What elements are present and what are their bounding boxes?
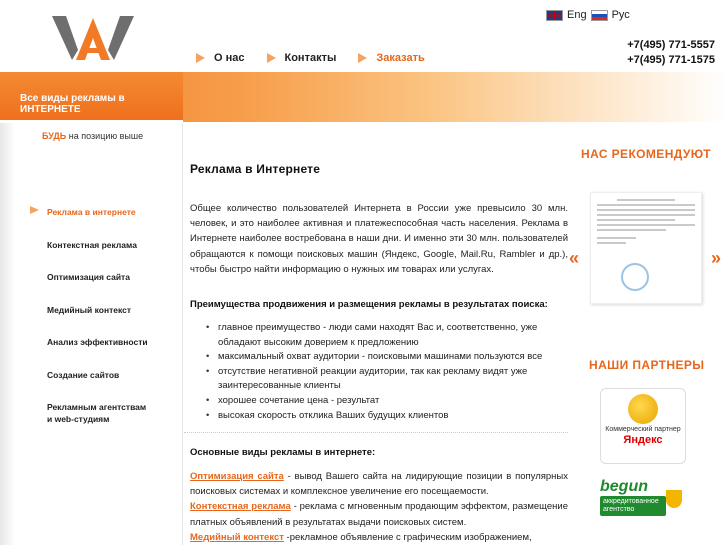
arrow-icon	[30, 206, 42, 216]
spacer-icon	[30, 401, 42, 411]
ru-flag-icon[interactable]	[591, 10, 608, 21]
spacer-icon	[30, 304, 42, 314]
arrow-icon	[358, 52, 370, 64]
slogan-rest: на позицию выше	[68, 131, 144, 141]
sidebar-item-label: Рекламным агентствам и web-студиям	[47, 402, 147, 424]
sidebar-shade	[0, 123, 15, 545]
ad-types	[190, 469, 568, 545]
nav-order[interactable]	[358, 52, 424, 64]
slogan-highlight: БУДЬ	[42, 131, 67, 141]
yandex-partner-badge[interactable]	[600, 388, 686, 464]
ad-type-desc: - вывод Вашего сайта на лидирующие позиции в популярных поисковых системах и комплексное увеличение его посещаемости.	[190, 471, 568, 498]
recommendation-letter[interactable]	[590, 192, 702, 304]
list-item: • главное преимущество - люди сами находят Вас и, соответственно, уже обладают высоким доверием к предложению	[206, 321, 568, 350]
sidebar-item-label: Реклама в интернете	[47, 207, 136, 217]
spacer-icon	[30, 271, 42, 281]
sidebar-item-label: Медийный контекст	[47, 304, 132, 315]
recommend-title: НАС РЕКОМЕНДУЮТ	[581, 147, 711, 161]
left-sidebar	[0, 123, 183, 545]
phone-2: +7(495) 771-1575	[627, 54, 715, 66]
sidebar-item-seo[interactable]	[30, 271, 152, 304]
list-item: • высокая скорость отклика Ваших будущих клиентов	[206, 409, 568, 424]
badge-caption: Коммерческий партнер	[605, 426, 681, 433]
nav-contacts-label: Контакты	[284, 52, 337, 64]
list-item: • отсутствие негативной реакции аудитории, так как рекламу видят уже заинтересованные клиенты	[206, 365, 568, 394]
sidebar-item-analysis[interactable]	[30, 336, 152, 369]
context-ads-link[interactable]: Контекстная реклама	[190, 501, 291, 513]
company-logo[interactable]	[52, 14, 134, 62]
partners-title: НАШИ ПАРТНЕРЫ	[589, 358, 705, 372]
begun-logo: begun	[600, 478, 648, 495]
header-band-left	[0, 72, 183, 122]
nav-about-label: О нас	[214, 52, 245, 64]
uk-flag-icon[interactable]	[546, 10, 563, 21]
stamp-icon	[621, 263, 649, 291]
intro-paragraph: Общее количество пользователей Интернета в России уже превысило 30 млн. человек, и это наиболее активная и платежеспособная часть населения. Реклама в Интернете наиболее востребована в наши дни. И именно эти 30 млн. пользователей обращаются к помощи поисковых машин (Яндекс, Google, Mail.Ru, Rambler и др.), чтобы быстро найти информацию о нужных им товарах или услугах.	[190, 203, 568, 275]
media-context-link[interactable]: Медийный контекст	[190, 531, 284, 543]
sidebar-item-label: Оптимизация сайта	[47, 272, 130, 282]
types-heading: Основные виды рекламы в интернете:	[190, 447, 376, 458]
list-item: • максимальный охват аудитории - поисковыми машинами пользуются все	[206, 350, 568, 365]
sidebar-item-label: Анализ эффективности	[47, 337, 148, 347]
page-title: Реклама в Интернете	[190, 162, 321, 176]
lang-ru-link[interactable]: Рус	[611, 9, 630, 21]
lang-en-link[interactable]: Eng	[567, 9, 587, 21]
ad-type-desc: - реклама с мгновенным продающим эффектом, размещение платных объявлений в результатах выдачи поисковых систем.	[190, 501, 568, 528]
nav-about[interactable]	[196, 52, 245, 64]
top-navigation	[196, 52, 447, 64]
arrow-icon	[267, 52, 279, 64]
ad-type-item	[190, 530, 568, 545]
nav-order-label: Заказать	[376, 52, 425, 64]
ad-type-item	[190, 499, 568, 529]
begun-caption: аккредитованное агентство	[600, 496, 666, 516]
next-arrow-icon[interactable]: »	[711, 248, 722, 268]
medal-icon	[628, 394, 658, 424]
sidebar-item-media-context[interactable]	[30, 304, 152, 337]
trophy-icon	[666, 490, 682, 508]
phone-1: +7(495) 771-5557	[627, 39, 715, 51]
sidebar-item-label: Контекстная реклама	[47, 239, 137, 250]
sidebar-item-agencies[interactable]	[30, 401, 152, 434]
sidebar-item-context-ads[interactable]	[30, 239, 152, 272]
phone-numbers	[627, 38, 715, 68]
advantages-heading: Преимущества продвижения и размещения рекламы в результатах поиска:	[190, 299, 548, 310]
sidebar-item-internet-ads[interactable]	[30, 206, 152, 239]
ad-type-item	[190, 469, 568, 499]
seo-link[interactable]: Оптимизация сайта	[190, 471, 284, 482]
spacer-icon	[30, 369, 42, 379]
ad-type-desc: -рекламное объявление с графическим изображением,	[283, 531, 532, 543]
spacer-icon	[30, 336, 42, 346]
sidebar-menu	[30, 206, 152, 434]
nav-contacts[interactable]	[267, 52, 337, 64]
badge-brand: Яндекс	[623, 434, 663, 446]
arrow-icon	[196, 52, 208, 64]
sidebar-item-label: Создание сайтов	[47, 369, 120, 380]
advantages-list	[206, 321, 568, 423]
sidebar-item-web-dev[interactable]	[30, 369, 152, 402]
spacer-icon	[30, 239, 42, 249]
list-item: • хорошее сочетание цена - результат	[206, 394, 568, 409]
language-switcher	[546, 9, 630, 21]
divider	[184, 432, 568, 433]
slogan	[42, 131, 143, 141]
prev-arrow-icon[interactable]: «	[569, 248, 580, 268]
band-tagline: Все виды рекламы в ИНТЕРНЕТЕ	[20, 93, 125, 115]
